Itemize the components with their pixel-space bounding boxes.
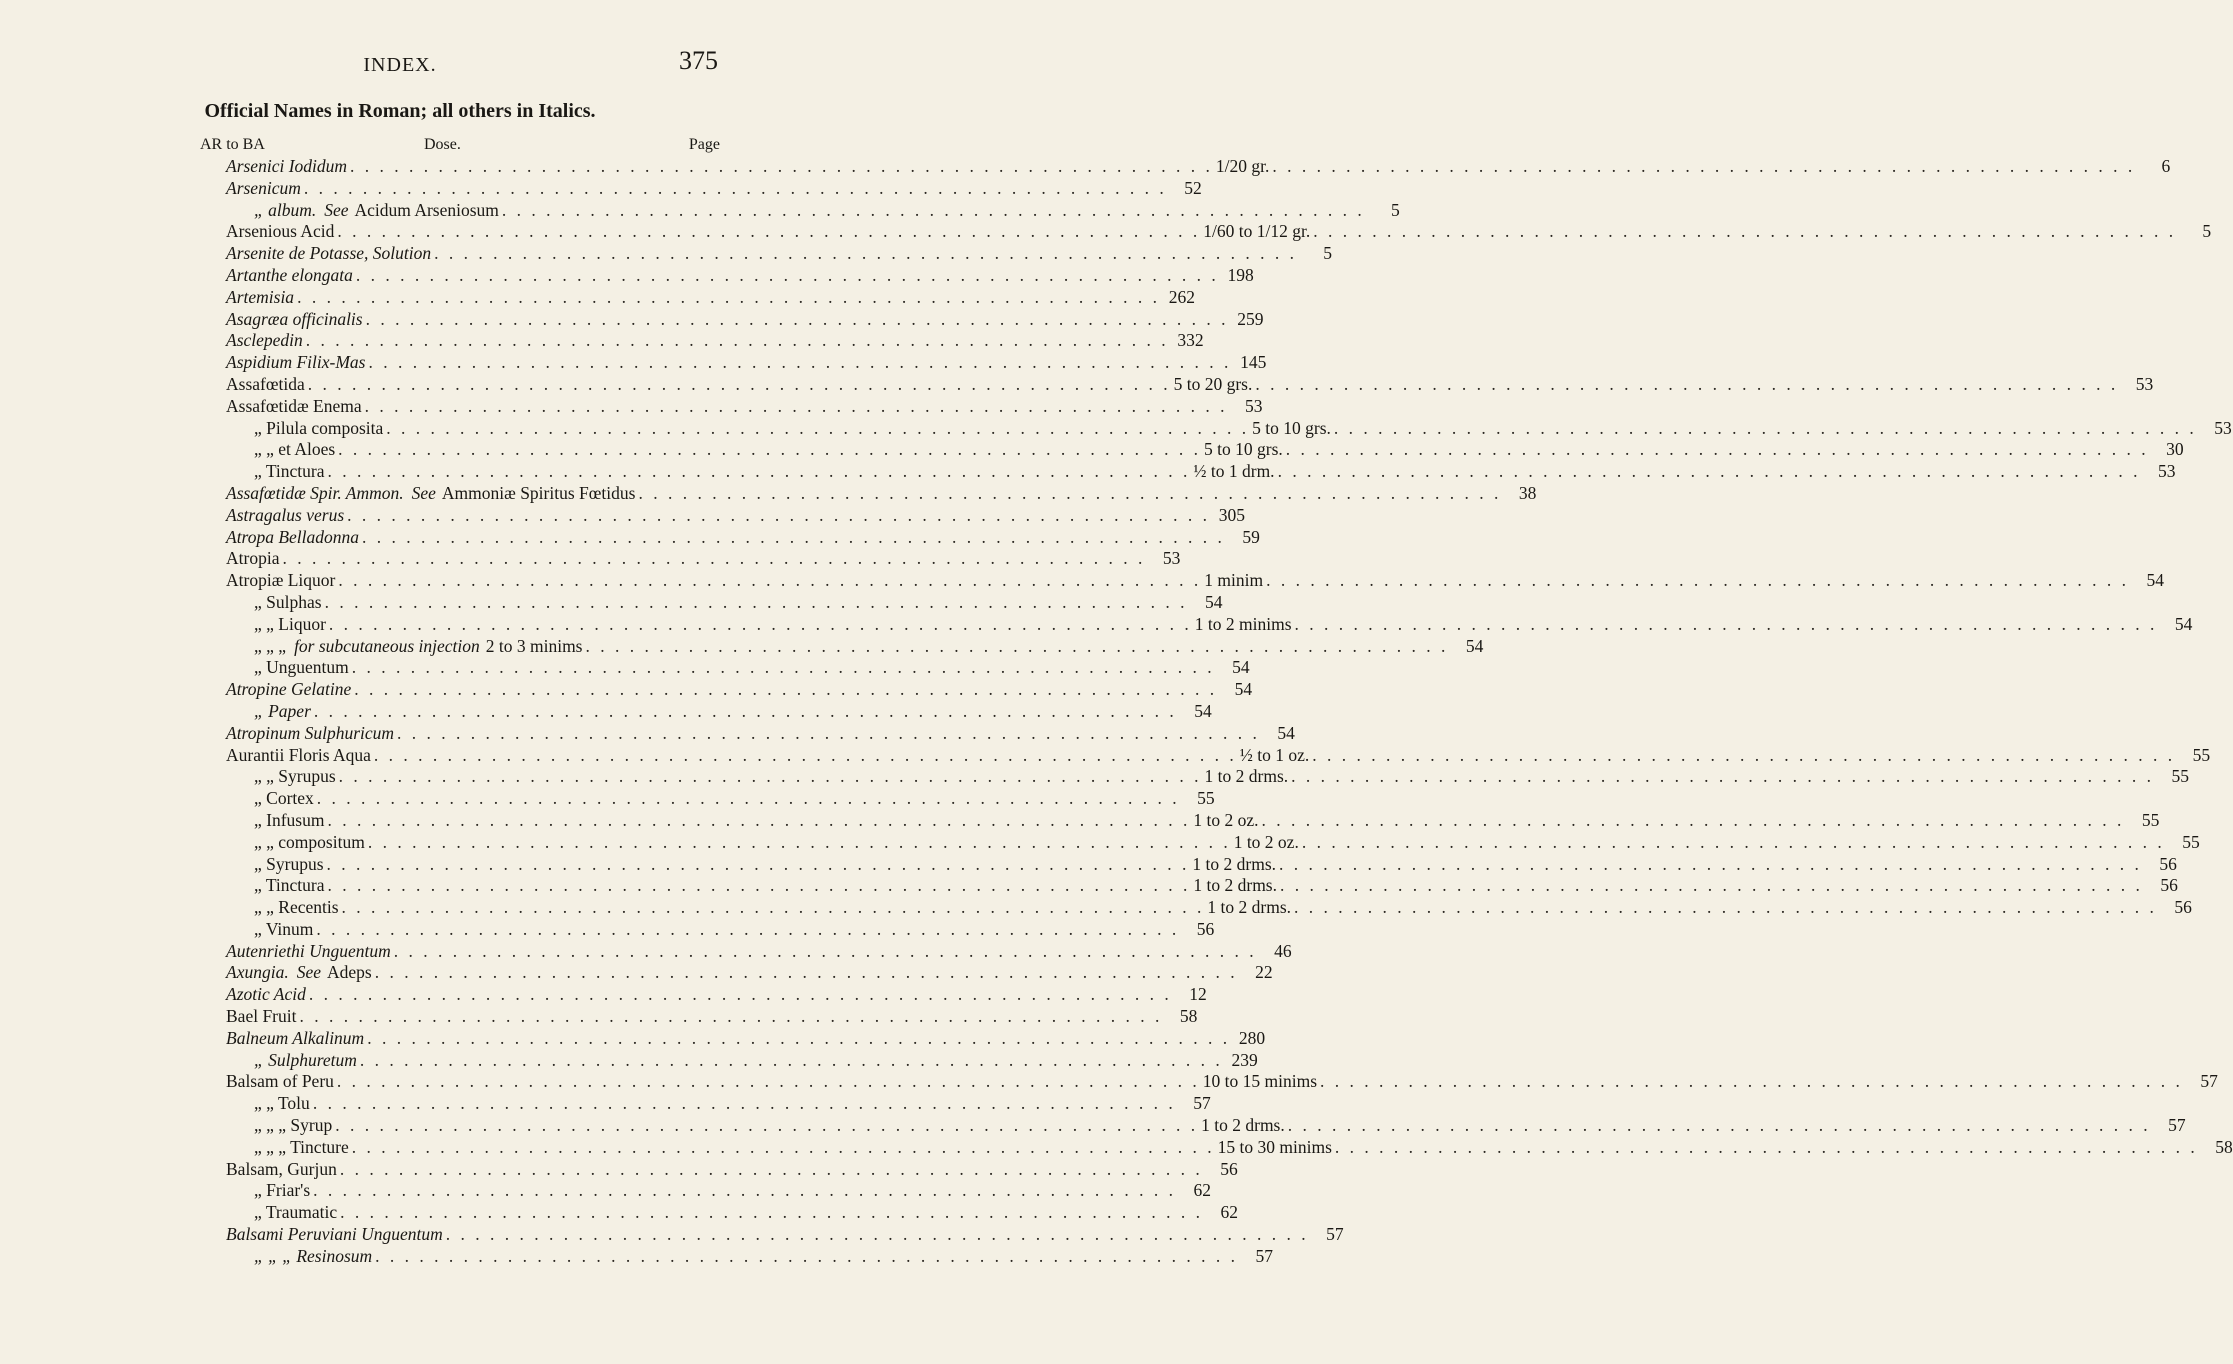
entry-page: 56 <box>1196 918 1215 939</box>
entry-label: Artemisia <box>226 286 295 307</box>
dot-leader: . . . . . . . . . . . . . . . . . . . . . . . . . . . . . . . . . . . . . . . . . . . . . . . . . . . . . . . . . . . <box>351 1136 1215 1157</box>
entry-label: „ Cortex <box>254 788 314 809</box>
entry-page: 57 <box>2200 1071 2218 1092</box>
index-entry <box>226 1071 2218 1093</box>
dot-leader: . . . . . . . . . . . . . . . . . . . . . . . . . . . . . . . . . . . . . . . . . . . . . . . . . . . . . . . . . . . <box>1272 156 2136 176</box>
dot-leader: . . . . . . . . . . . . . . . . . . . . . . . . . . . . . . . . . . . . . . . . . . . . . . . . . . . . . . . . . . . <box>337 221 1201 242</box>
dot-leader: . . . . . . . . . . . . . . . . . . . . . . . . . . . . . . . . . . . . . . . . . . . . . . . . . . . . . . . . . . . <box>1320 1071 2183 1092</box>
entry-see-note: See <box>324 199 349 220</box>
entry-page: 46 <box>1274 940 1292 961</box>
dot-leader: . . . . . . . . . . . . . . . . . . . . . . . . . . . . . . . . . . . . . . . . . . . . . . . . . . . . . . . . . . . <box>374 962 1238 983</box>
dot-leader: . . . . . . . . . . . . . . . . . . . . . . . . . . . . . . . . . . . . . . . . . . . . . . . . . . . . . . . . . . . <box>364 395 1228 416</box>
column-header-dose: Dose. <box>424 136 461 153</box>
entry-label: „ Friar's <box>254 1180 311 1201</box>
entry-dose: 1 to 2 drms. <box>1192 853 1277 874</box>
entry-label: Arsenicum <box>226 177 301 198</box>
entry-page: 30 <box>2166 439 2184 460</box>
entry-label: Assafœtida <box>226 373 305 394</box>
index-entry <box>226 570 2164 592</box>
index-entry <box>226 308 1264 331</box>
entry-label: Aspidium Filix-Mas <box>226 352 366 373</box>
entry-label: „ „ „ Resinosum <box>254 1245 373 1266</box>
entry-dose: 1/20 gr. <box>1215 156 1270 176</box>
index-entry <box>226 1049 1258 1072</box>
index-entry <box>226 875 2178 897</box>
entry-label: Balsam of Peru <box>226 1071 334 1092</box>
entry-label: Assafœtidæ Spir. Ammon. <box>226 482 404 503</box>
entry-label: „ „ Tolu <box>254 1093 310 1114</box>
entry-page: 53 <box>1244 395 1263 416</box>
entry-page: 55 <box>2171 766 2190 787</box>
entry-page: 54 <box>1194 700 1212 721</box>
index-entry <box>226 199 1400 222</box>
entry-label: „ Tinctura <box>254 875 325 896</box>
index-entry <box>226 613 2193 636</box>
dot-leader: . . . . . . . . . . . . . . . . . . . . . . . . . . . . . . . . . . . . . . . . . . . . . . . . . . . . . . . . . . . <box>1334 1136 2198 1157</box>
entry-label: „ Sulphas <box>254 591 322 612</box>
index-entry <box>226 526 1260 549</box>
entry-page: 56 <box>2160 875 2178 896</box>
index-entry <box>226 156 2171 178</box>
index-entry <box>226 1158 1238 1181</box>
index-entry <box>226 417 2232 440</box>
entry-page: 5 <box>2202 221 2212 242</box>
index-entry <box>226 809 2160 832</box>
dot-leader: . . . . . . . . . . . . . . . . . . . . . . . . . . . . . . . . . . . . . . . . . . . . . . . . . . . . . . . . . . . <box>1280 875 2143 896</box>
dot-leader: . . . . . . . . . . . . . . . . . . . . . . . . . . . . . . . . . . . . . . . . . . . . . . . . . . . . . . . . . . . <box>339 1158 1203 1179</box>
dot-leader: . . . . . . . . . . . . . . . . . . . . . . . . . . . . . . . . . . . . . . . . . . . . . . . . . . . . . . . . . . . <box>585 635 1449 656</box>
entry-label: Autenriethi Unguentum <box>226 940 391 961</box>
dot-leader: . . . . . . . . . . . . . . . . . . . . . . . . . . . . . . . . . . . . . . . . . . . . . . . . . . . . . . . . . . . <box>367 1027 1231 1048</box>
index-entry <box>226 940 1292 963</box>
column-header-page: Page <box>688 136 720 153</box>
entry-label: Atropine Gelatine <box>226 679 352 700</box>
dot-leader: . . . . . . . . . . . . . . . . . . . . . . . . . . . . . . . . . . . . . . . . . . . . . . . . . . . . . . . . . . . <box>327 461 1191 482</box>
entry-see-note: See <box>296 962 321 983</box>
entry-label: „ „ „ Syrup <box>254 1115 333 1136</box>
entry-page: 6 <box>2161 156 2171 176</box>
dot-leader: . . . . . . . . . . . . . . . . . . . . . . . . . . . . . . . . . . . . . . . . . . . . . . . . . . . . . . . . . . . <box>367 831 1231 852</box>
dot-leader: . . . . . . . . . . . . . . . . . . . . . . . . . . . . . . . . . . . . . . . . . . . . . . . . . . . . . . . . . . . <box>1294 897 2157 918</box>
index-entry <box>226 177 1202 200</box>
index-entry <box>226 439 2184 461</box>
entry-label: Balneum Alkalinum <box>226 1027 365 1048</box>
entry-label: Azotic Acid <box>226 984 306 1005</box>
dot-leader: . . . . . . . . . . . . . . . . . . . . . . . . . . . . . . . . . . . . . . . . . . . . . . . . . . . . . . . . . . . <box>1312 744 2176 765</box>
entry-page: 53 <box>2135 373 2154 394</box>
dot-leader: . . . . . . . . . . . . . . . . . . . . . . . . . . . . . . . . . . . . . . . . . . . . . . . . . . . . . . . . . . . <box>1266 570 2129 591</box>
dot-leader: . . . . . . . . . . . . . . . . . . . . . . . . . . . . . . . . . . . . . . . . . . . . . . . . . . . . . . . . . . . <box>1261 809 2125 830</box>
entry-dose: 10 to 15 minims <box>1202 1071 1318 1092</box>
index-entry <box>226 897 2192 919</box>
entry-label: „ „ compositum <box>254 831 365 852</box>
dot-leader: . . . . . . . . . . . . . . . . . . . . . . . . . . . . . . . . . . . . . . . . . . . . . . . . . . . . . . . . . . . <box>299 1006 1163 1027</box>
entry-page: 54 <box>1465 635 1484 656</box>
dot-leader: . . . . . . . . . . . . . . . . . . . . . . . . . . . . . . . . . . . . . . . . . . . . . . . . . . . . . . . . . . . <box>368 352 1232 373</box>
dot-leader: . . . . . . . . . . . . . . . . . . . . . . . . . . . . . . . . . . . . . . . . . . . . . . . . . . . . . . . . . . . <box>362 526 1225 547</box>
entry-reference: Acidum Arseniosum <box>354 199 499 220</box>
page-number: 375 <box>679 46 718 75</box>
dot-leader: . . . . . . . . . . . . . . . . . . . . . . . . . . . . . . . . . . . . . . . . . . . . . . . . . . . . . . . . . . . <box>328 613 1192 634</box>
dot-leader: . . . . . . . . . . . . . . . . . . . . . . . . . . . . . . . . . . . . . . . . . . . . . . . . . . . . . . . . . . . <box>373 744 1237 765</box>
entry-dose: 1 to 2 oz. <box>1193 809 1259 830</box>
entry-page: 62 <box>1220 1202 1238 1223</box>
entry-label: Atropia <box>226 548 280 569</box>
dot-leader: . . . . . . . . . . . . . . . . . . . . . . . . . . . . . . . . . . . . . . . . . . . . . . . . . . . . . . . . . . . <box>365 308 1229 329</box>
entry-label: „ „ „ Tincture <box>254 1136 349 1157</box>
entry-page: 56 <box>1220 1158 1238 1179</box>
entry-page: 259 <box>1237 308 1264 329</box>
index-list <box>226 156 2233 1268</box>
index-entry <box>226 722 1295 745</box>
entry-label: „ Sulphuretum <box>254 1049 357 1070</box>
index-entry <box>226 1224 1344 1246</box>
entry-label: „ Syrupus <box>254 853 324 874</box>
dot-leader: . . . . . . . . . . . . . . . . . . . . . . . . . . . . . . . . . . . . . . . . . . . . . . . . . . . . . . . . . . . <box>338 439 1202 460</box>
entry-dose: 1/60 to 1/12 gr. <box>1203 221 1311 242</box>
dot-leader: . . . . . . . . . . . . . . . . . . . . . . . . . . . . . . . . . . . . . . . . . . . . . . . . . . . . . . . . . . . <box>324 591 1188 612</box>
dot-leader: . . . . . . . . . . . . . . . . . . . . . . . . . . . . . . . . . . . . . . . . . . . . . . . . . . . . . . . . . . . <box>327 875 1191 896</box>
entry-label: „ „ Syrupus <box>254 766 336 787</box>
entry-page: 280 <box>1238 1027 1266 1048</box>
entry-dose: 5 to 10 grs. <box>1204 439 1283 460</box>
index-entry <box>226 853 2177 876</box>
entry-label: Arsenious Acid <box>226 221 335 242</box>
entry-label: Axungia. <box>226 962 289 983</box>
dot-leader: . . . . . . . . . . . . . . . . . . . . . . . . . . . . . . . . . . . . . . . . . . . . . . . . . . . . . . . . . . . <box>434 243 1297 264</box>
entry-see-note: for subcutaneous injection <box>294 635 480 656</box>
index-entry <box>226 1093 1211 1115</box>
entry-label: Atropiæ Liquor <box>226 570 336 591</box>
entry-page: 38 <box>1518 482 1537 503</box>
entry-page: 57 <box>1326 1224 1344 1245</box>
index-entry <box>226 504 1245 527</box>
entry-label: „ Unguentum <box>254 657 349 678</box>
entry-dose: 1 to 2 drms. <box>1204 766 1289 787</box>
dot-leader: . . . . . . . . . . . . . . . . . . . . . . . . . . . . . . . . . . . . . . . . . . . . . . . . . . . . . . . . . . . <box>316 918 1180 939</box>
entry-dose: 5 to 20 grs. <box>1173 373 1253 394</box>
index-entry <box>226 461 2176 483</box>
index-entry <box>226 831 2200 854</box>
entry-label: Arsenite de Potasse, Solution <box>226 243 432 264</box>
entry-dose: 1 to 2 oz. <box>1233 831 1299 852</box>
entry-label: „ Vinum <box>254 918 314 939</box>
dot-leader: . . . . . . . . . . . . . . . . . . . . . . . . . . . . . . . . . . . . . . . . . . . . . . . . . . . . . . . . . . . <box>297 286 1160 307</box>
entry-page: 53 <box>2157 461 2176 482</box>
dot-leader: . . . . . . . . . . . . . . . . . . . . . . . . . . . . . . . . . . . . . . . . . . . . . . . . . . . . . . . . . . . <box>341 897 1205 918</box>
dot-leader: . . . . . . . . . . . . . . . . . . . . . . . . . . . . . . . . . . . . . . . . . . . . . . . . . . . . . . . . . . . <box>307 373 1171 394</box>
entry-page: 55 <box>2141 809 2160 830</box>
entry-dose: 1 minim <box>1204 570 1264 591</box>
index-entry <box>226 1136 2233 1159</box>
index-entry <box>226 264 1254 287</box>
dot-leader: . . . . . . . . . . . . . . . . . . . . . . . . . . . . . . . . . . . . . . . . . . . . . . . . . . . . . . . . . . . <box>1287 1115 2151 1136</box>
dot-leader: . . . . . . . . . . . . . . . . . . . . . . . . . . . . . . . . . . . . . . . . . . . . . . . . . . . . . . . . . . . <box>312 1093 1176 1114</box>
index-entry <box>226 482 1537 505</box>
dot-leader: . . . . . . . . . . . . . . . . . . . . . . . . . . . . . . . . . . . . . . . . . . . . . . . . . . . . . . . . . . . <box>638 482 1502 503</box>
dot-leader: . . . . . . . . . . . . . . . . . . . . . . . . . . . . . . . . . . . . . . . . . . . . . . . . . . . . . . . . . . . <box>397 722 1260 743</box>
index-entry <box>226 330 1204 352</box>
entry-dose: ½ to 1 oz. <box>1239 744 1310 765</box>
dot-leader: . . . . . . . . . . . . . . . . . . . . . . . . . . . . . . . . . . . . . . . . . . . . . . . . . . . . . . . . . . . <box>445 1224 1309 1245</box>
dot-leader: . . . . . . . . . . . . . . . . . . . . . . . . . . . . . . . . . . . . . . . . . . . . . . . . . . . . . . . . . . . <box>355 264 1219 285</box>
dot-leader: . . . . . . . . . . . . . . . . . . . . . . . . . . . . . . . . . . . . . . . . . . . . . . . . . . . . . . . . . . . <box>340 1202 1203 1223</box>
index-entry <box>226 635 1484 658</box>
dot-leader: . . . . . . . . . . . . . . . . . . . . . . . . . . . . . . . . . . . . . . . . . . . . . . . . . . . . . . . . . . . <box>1313 221 2177 242</box>
entry-page: 56 <box>2174 897 2192 918</box>
index-entry <box>226 1180 1211 1202</box>
dot-leader: . . . . . . . . . . . . . . . . . . . . . . . . . . . . . . . . . . . . . . . . . . . . . . . . . . . . . . . . . . . <box>354 679 1218 700</box>
dot-leader: . . . . . . . . . . . . . . . . . . . . . . . . . . . . . . . . . . . . . . . . . . . . . . . . . . . . . . . . . . . <box>316 788 1180 809</box>
index-entry <box>226 1006 1198 1028</box>
entry-page: 62 <box>1193 1180 1211 1201</box>
dot-leader: . . . . . . . . . . . . . . . . . . . . . . . . . . . . . . . . . . . . . . . . . . . . . . . . . . . . . . . . . . . <box>335 1115 1199 1136</box>
dot-leader: . . . . . . . . . . . . . . . . . . . . . . . . . . . . . . . . . . . . . . . . . . . . . . . . . . . . . . . . . . . <box>1333 417 2197 438</box>
entry-page: 54 <box>2174 613 2193 634</box>
entry-reference: Adeps <box>327 962 372 983</box>
entry-label: „ Tinctura <box>254 461 325 482</box>
dot-leader: . . . . . . . . . . . . . . . . . . . . . . . . . . . . . . . . . . . . . . . . . . . . . . . . . . . . . . . . . . . <box>1277 461 2141 482</box>
entry-label: Asagræa officinalis <box>226 308 363 329</box>
entry-page: 54 <box>1234 679 1253 700</box>
dot-leader: . . . . . . . . . . . . . . . . . . . . . . . . . . . . . . . . . . . . . . . . . . . . . . . . . . . . . . . . . . . <box>326 853 1190 874</box>
entry-dose: 1 to 2 drms. <box>1201 1115 1285 1136</box>
entry-page: 57 <box>1193 1093 1211 1114</box>
index-subtitle: Official Names in Roman; all others in Italics. <box>204 100 596 122</box>
index-entry <box>226 373 2154 396</box>
dot-leader: . . . . . . . . . . . . . . . . . . . . . . . . . . . . . . . . . . . . . . . . . . . . . . . . . . . . . . . . . . . <box>1294 613 2158 634</box>
entry-page: 22 <box>1255 962 1273 983</box>
entry-page: 262 <box>1168 286 1195 307</box>
index-entry <box>226 1115 2186 1137</box>
entry-label: Aurantii Floris Aqua <box>226 744 371 765</box>
entry-page: 56 <box>2159 853 2177 874</box>
entry-page: 54 <box>1232 657 1250 678</box>
entry-label: „ Paper <box>254 700 311 721</box>
entry-dose: 1 to 2 drms. <box>1207 897 1292 918</box>
index-entry <box>226 766 2190 788</box>
entry-page: 332 <box>1177 330 1204 351</box>
index-entry <box>226 918 1215 941</box>
entry-page: 58 <box>2215 1136 2233 1157</box>
dot-leader: . . . . . . . . . . . . . . . . . . . . . . . . . . . . . . . . . . . . . . . . . . . . . . . . . . . . . . . . . . . <box>501 199 1365 220</box>
entry-reference: 2 to 3 minims <box>485 635 583 656</box>
entry-label: Balsami Peruviani Unguentum <box>226 1224 443 1245</box>
index-entry <box>226 1202 1238 1224</box>
dot-leader: . . . . . . . . . . . . . . . . . . . . . . . . . . . . . . . . . . . . . . . . . . . . . . . . . . . . . . . . . . . <box>347 504 1210 525</box>
entry-label: Atropa Belladonna <box>226 526 360 547</box>
index-entry <box>226 548 1181 570</box>
index-entry <box>226 744 2211 767</box>
entry-page: 59 <box>1242 526 1260 547</box>
entry-page: 55 <box>2182 831 2200 852</box>
entry-label: Bael Fruit <box>226 1006 297 1027</box>
dot-leader: . . . . . . . . . . . . . . . . . . . . . . . . . . . . . . . . . . . . . . . . . . . . . . . . . . . . . . . . . . . <box>313 700 1177 721</box>
entry-dose: 15 to 30 minims <box>1217 1136 1332 1157</box>
entry-page: 55 <box>2192 744 2211 765</box>
dot-leader: . . . . . . . . . . . . . . . . . . . . . . . . . . . . . . . . . . . . . . . . . . . . . . . . . . . . . . . . . . . <box>393 940 1257 961</box>
dot-leader: . . . . . . . . . . . . . . . . . . . . . . . . . . . . . . . . . . . . . . . . . . . . . . . . . . . . . . . . . . . <box>375 1245 1239 1266</box>
entry-page: 54 <box>2146 570 2164 591</box>
entry-dose: 5 to 10 grs. <box>1252 417 1331 438</box>
entry-page: 58 <box>1179 1006 1198 1027</box>
entry-dose: ½ to 1 drm. <box>1193 461 1275 482</box>
entry-page: 52 <box>1184 177 1202 198</box>
dot-leader: . . . . . . . . . . . . . . . . . . . . . . . . . . . . . . . . . . . . . . . . . . . . . . . . . . . . . . . . . . . <box>359 1049 1223 1070</box>
entry-label: „ album. <box>254 199 317 220</box>
entry-label: Assafœtidæ Enema <box>226 395 362 416</box>
index-entry <box>226 657 1250 679</box>
dot-leader: . . . . . . . . . . . . . . . . . . . . . . . . . . . . . . . . . . . . . . . . . . . . . . . . . . . . . . . . . . . <box>327 809 1191 830</box>
entry-page: 5 <box>1391 199 1400 220</box>
column-header-range: AR to BA <box>200 136 265 153</box>
entry-label: „ Traumatic <box>254 1202 338 1223</box>
entry-label: „ Pilula composita <box>254 417 384 438</box>
entry-see-note: See <box>411 482 436 503</box>
dot-leader: . . . . . . . . . . . . . . . . . . . . . . . . . . . . . . . . . . . . . . . . . . . . . . . . . . . . . . . . . . . <box>308 984 1172 1005</box>
index-entry <box>226 984 1207 1006</box>
dot-leader: . . . . . . . . . . . . . . . . . . . . . . . . . . . . . . . . . . . . . . . . . . . . . . . . . . . . . . . . . . . <box>305 330 1169 351</box>
dot-leader: . . . . . . . . . . . . . . . . . . . . . . . . . . . . . . . . . . . . . . . . . . . . . . . . . . . . . . . . . . . <box>338 766 1202 787</box>
index-entry <box>226 679 1253 701</box>
entry-page: 53 <box>2214 417 2232 438</box>
dot-leader: . . . . . . . . . . . . . . . . . . . . . . . . . . . . . . . . . . . . . . . . . . . . . . . . . . . . . . . . . . . <box>313 1180 1176 1201</box>
entry-page: 55 <box>1197 788 1215 809</box>
dot-leader: . . . . . . . . . . . . . . . . . . . . . . . . . . . . . . . . . . . . . . . . . . . . . . . . . . . . . . . . . . . <box>1279 853 2142 874</box>
entry-label: Balsam, Gurjun <box>226 1158 337 1179</box>
dot-leader: . . . . . . . . . . . . . . . . . . . . . . . . . . . . . . . . . . . . . . . . . . . . . . . . . . . . . . . . . . . <box>1291 766 2155 787</box>
index-entry <box>226 352 1267 374</box>
entry-label: „ Infusum <box>254 809 325 830</box>
entry-dose: 1 to 2 drms. <box>1193 875 1277 896</box>
index-entry <box>226 1245 1274 1268</box>
entry-page: 53 <box>1162 548 1181 569</box>
dot-leader: . . . . . . . . . . . . . . . . . . . . . . . . . . . . . . . . . . . . . . . . . . . . . . . . . . . . . . . . . . . <box>303 177 1167 198</box>
running-head: INDEX. <box>363 54 437 76</box>
dot-leader: . . . . . . . . . . . . . . . . . . . . . . . . . . . . . . . . . . . . . . . . . . . . . . . . . . . . . . . . . . . <box>336 1071 1200 1092</box>
entry-page: 57 <box>2168 1115 2186 1136</box>
entry-page: 198 <box>1227 264 1254 285</box>
entry-label: „ „ Recentis <box>254 897 339 918</box>
entry-label: „ „ „ <box>254 635 287 656</box>
dot-leader: . . . . . . . . . . . . . . . . . . . . . . . . . . . . . . . . . . . . . . . . . . . . . . . . . . . . . . . . . . . <box>1285 439 2149 460</box>
index-entry <box>226 243 1332 265</box>
index-entry <box>226 962 1273 984</box>
entry-page: 54 <box>1277 722 1295 743</box>
entry-label: Artanthe elongata <box>226 264 353 285</box>
entry-label: Asclepedin <box>226 330 303 351</box>
index-entry <box>226 700 1212 723</box>
index-entry <box>226 286 1195 309</box>
entry-page: 5 <box>1323 243 1332 264</box>
dot-leader: . . . . . . . . . . . . . . . . . . . . . . . . . . . . . . . . . . . . . . . . . . . . . . . . . . . . . . . . . . . <box>351 657 1215 678</box>
entry-label: Astragalus verus <box>226 504 345 525</box>
index-entry <box>226 221 2212 243</box>
entry-page: 305 <box>1218 504 1245 525</box>
dot-leader: . . . . . . . . . . . . . . . . . . . . . . . . . . . . . . . . . . . . . . . . . . . . . . . . . . . . . . . . . . . <box>350 156 1213 176</box>
dot-leader: . . . . . . . . . . . . . . . . . . . . . . . . . . . . . . . . . . . . . . . . . . . . . . . . . . . . . . . . . . . <box>338 570 1202 591</box>
index-entry <box>226 591 1223 614</box>
dot-leader: . . . . . . . . . . . . . . . . . . . . . . . . . . . . . . . . . . . . . . . . . . . . . . . . . . . . . . . . . . . <box>1255 373 2119 394</box>
entry-label: Arsenici Iodidum <box>226 156 348 176</box>
dot-leader: . . . . . . . . . . . . . . . . . . . . . . . . . . . . . . . . . . . . . . . . . . . . . . . . . . . . . . . . . . . <box>1301 831 2165 852</box>
index-entry <box>226 395 1263 418</box>
index-entry <box>226 788 1215 810</box>
entry-dose: 1 to 2 minims <box>1194 613 1292 634</box>
dot-leader: . . . . . . . . . . . . . . . . . . . . . . . . . . . . . . . . . . . . . . . . . . . . . . . . . . . . . . . . . . . <box>282 548 1146 569</box>
dot-leader: . . . . . . . . . . . . . . . . . . . . . . . . . . . . . . . . . . . . . . . . . . . . . . . . . . . . . . . . . . . <box>386 417 1250 438</box>
entry-page: 12 <box>1189 984 1207 1005</box>
entry-label: Atropinum Sulphuricum <box>226 722 395 743</box>
entry-page: 54 <box>1204 591 1223 612</box>
entry-label: „ „ Liquor <box>254 613 326 634</box>
index-entry <box>226 1027 1266 1050</box>
entry-label: „ „ et Aloes <box>254 439 336 460</box>
entry-reference: Ammoniæ Spiritus Fœtidus <box>441 482 636 503</box>
entry-page: 145 <box>1240 352 1267 373</box>
entry-page: 239 <box>1231 1049 1258 1070</box>
entry-page: 57 <box>1255 1245 1274 1266</box>
